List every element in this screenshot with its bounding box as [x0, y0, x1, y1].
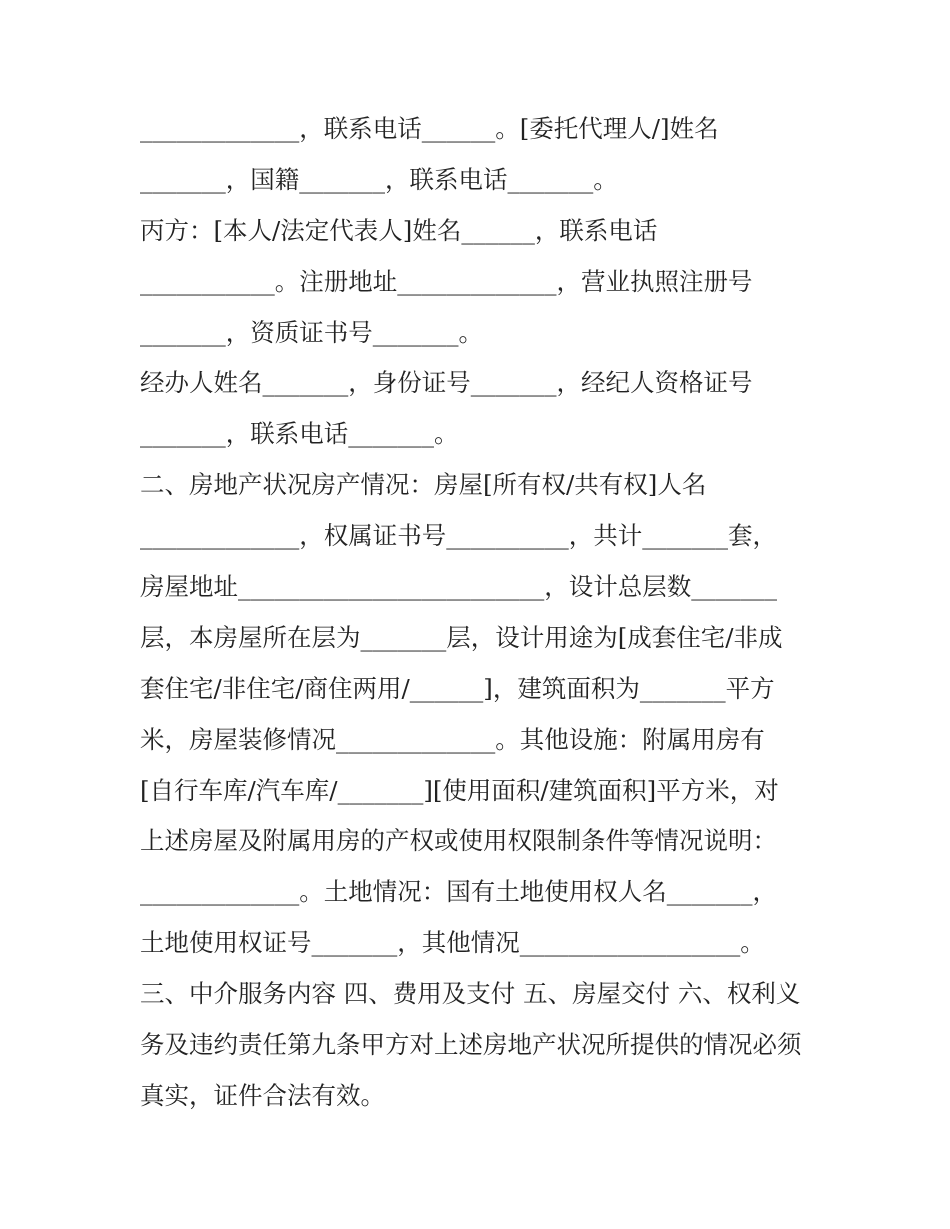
contract-text-body	[140, 104, 820, 1122]
text-line: 层，本房屋所在层为_______层，设计用途为[成套住宅/非成	[140, 622, 783, 652]
section-heading-line: 三、中介服务内容 四、费用及支付 五、房屋交付 六、权利义	[140, 979, 801, 1009]
text-line: _______，联系电话_______。	[140, 419, 459, 449]
text-line: 套住宅/非住宅/商住两用/______]，建筑面积为_______平方	[140, 673, 775, 703]
text-line: [自行车库/汽车库/_______][使用面积/建筑面积]平方米，对	[140, 775, 779, 805]
text-line: 土地使用权证号_______，其他情况__________________。	[140, 928, 765, 958]
section-heading-line: 二、房地产状况房产情况：房屋[所有权/共有权]人名	[140, 470, 707, 500]
text-line: _______，国籍_______，联系电话_______。	[140, 164, 618, 194]
text-line: _____________，权属证书号__________，共计_______套，	[140, 521, 777, 551]
text-line: _____________。土地情况：国有土地使用权人名_______，	[140, 877, 777, 907]
text-line: ___________。注册地址_____________，营业执照注册号	[140, 266, 753, 296]
text-line: _______，资质证书号_______。	[140, 317, 483, 347]
text-line: 上述房屋及附属用房的产权或使用权限制条件等情况说明：	[140, 826, 777, 856]
text-line: 丙方：[本人/法定代表人]姓名______，联系电话	[140, 215, 658, 245]
text-line: 经办人姓名_______，身份证号_______，经纪人资格证号	[140, 368, 753, 398]
text-line: 务及违约责任第九条甲方对上述房地产状况所提供的情况必须	[140, 1030, 802, 1060]
text-line: 米，房屋装修情况_____________。其他设施：附属用房有	[140, 724, 765, 754]
text-line: _____________，联系电话______。[委托代理人/]姓名	[140, 114, 719, 143]
text-line: 房屋地址_________________________，设计总层数_______	[140, 572, 777, 602]
text-line: 真实，证件合法有效。	[140, 1080, 385, 1110]
